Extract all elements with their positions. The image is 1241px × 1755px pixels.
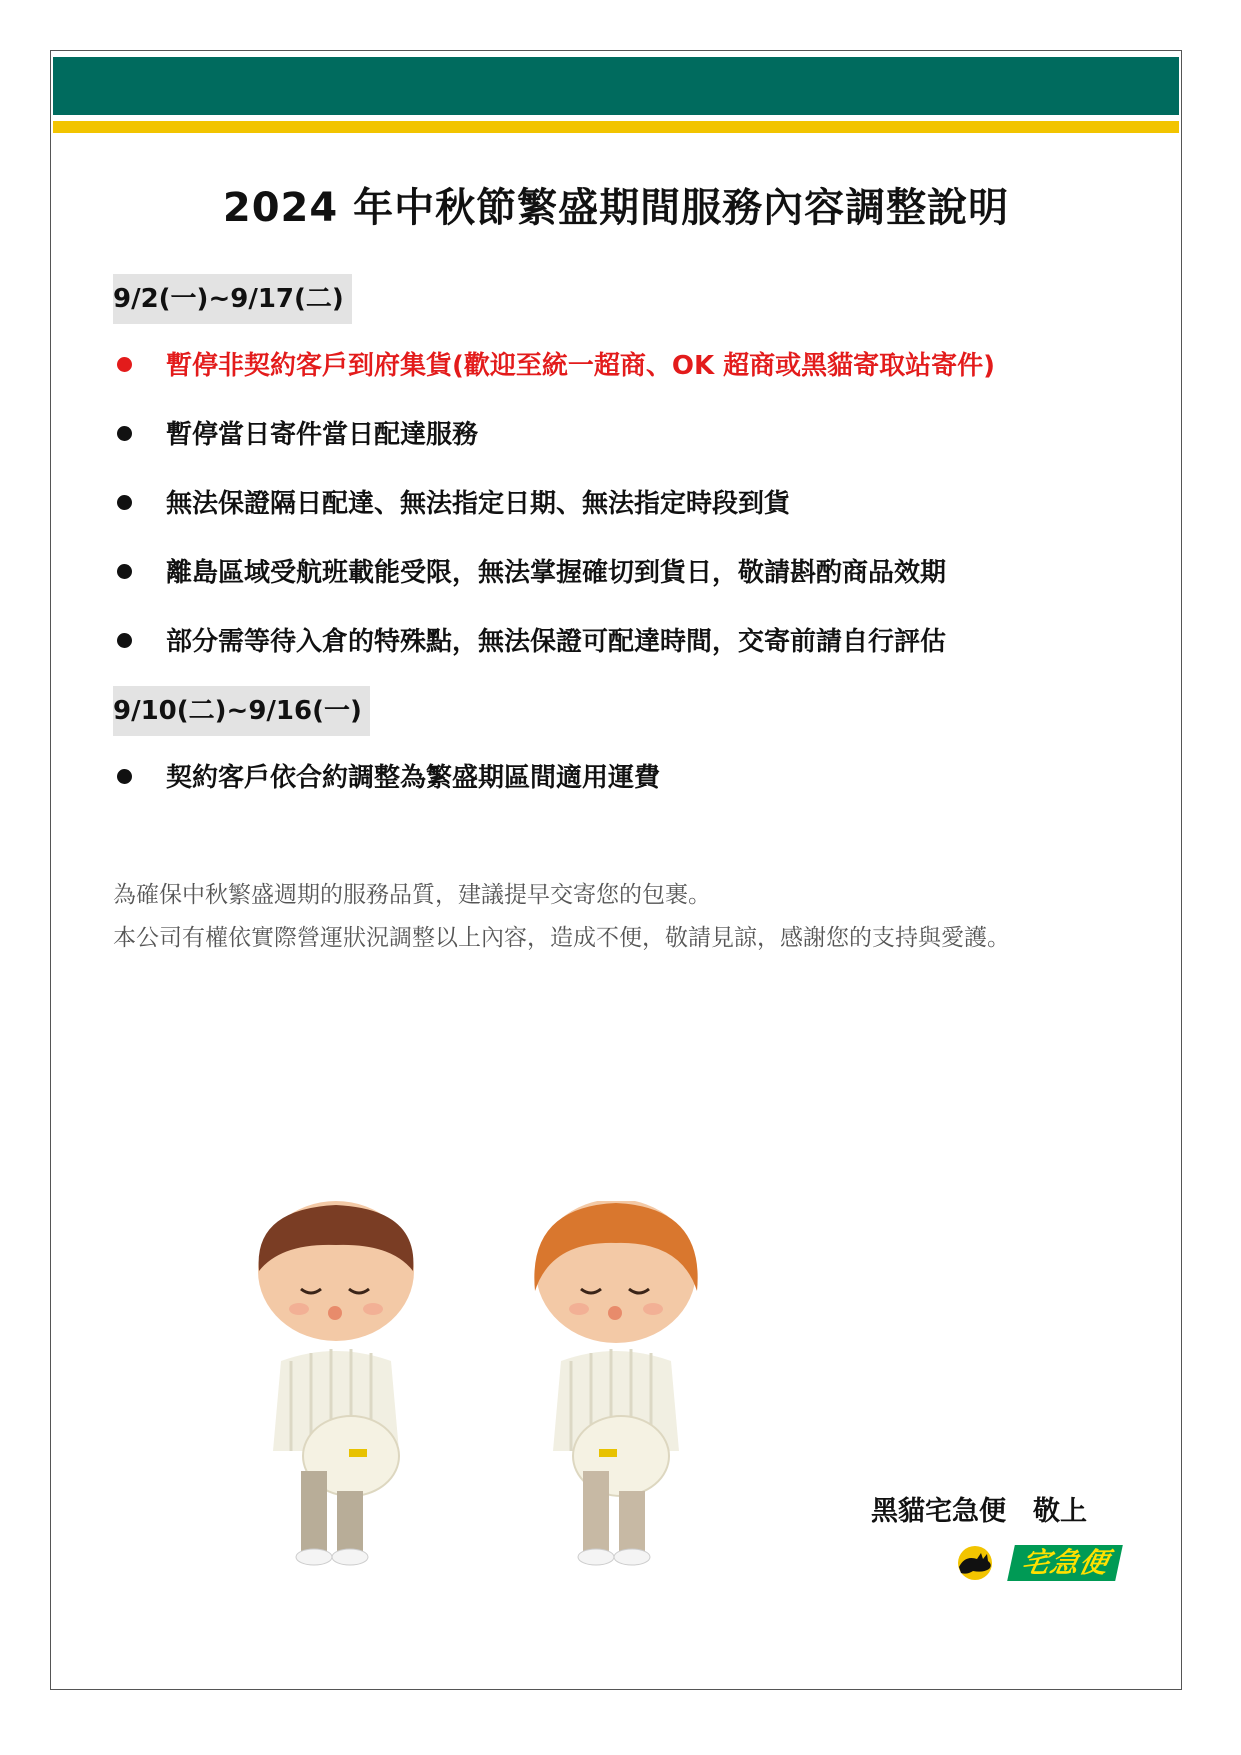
date-range-1: 9/2(一)~9/17(二) xyxy=(113,274,352,324)
bowing-girl-illustration xyxy=(521,1201,711,1571)
bowing-boy-illustration xyxy=(241,1201,431,1571)
bullet-icon xyxy=(117,564,132,579)
bullet-icon xyxy=(117,633,132,648)
black-cat-icon xyxy=(947,1545,1003,1581)
note-line-2: 本公司有權依實際營運狀況調整以上內容，造成不便，敬請見諒，感謝您的支持與愛護。 xyxy=(113,925,1010,951)
header-band-green xyxy=(53,57,1179,115)
page-title: 2024 年中秋節繁盛期間服務內容調整說明 xyxy=(222,185,1010,231)
list-item: 契約客戶依合約調整為繁盛期區間適用運費 xyxy=(113,756,660,800)
header-band-yellow xyxy=(53,121,1179,133)
list-item: 部分需等待入倉的特殊點，無法保證可配達時間，交寄前請自行評估 xyxy=(113,620,946,664)
note-line-1: 為確保中秋繁盛週期的服務品質，建議提早交寄您的包裹。 xyxy=(113,882,711,908)
takkyubin-logo: 宅急便 xyxy=(1007,1545,1123,1581)
bullet-icon xyxy=(117,495,132,510)
date-range-2: 9/10(二)~9/16(一) xyxy=(113,686,370,736)
bullet-icon xyxy=(117,426,132,441)
bullet-icon xyxy=(117,769,132,784)
notice-frame xyxy=(50,50,1182,1690)
list-item: 暫停非契約客戶到府集貨(歡迎至統一超商、OK 超商或黑貓寄取站寄件) xyxy=(113,344,995,388)
signature: 黑貓宅急便 敬上 xyxy=(871,1496,1087,1527)
bullet-icon xyxy=(117,357,132,372)
list-item: 暫停當日寄件當日配達服務 xyxy=(113,413,478,457)
list-item: 無法保證隔日配達、無法指定日期、無法指定時段到貨 xyxy=(113,482,790,526)
list-item: 離島區域受航班載能受限，無法掌握確切到貨日，敬請斟酌商品效期 xyxy=(113,551,946,595)
